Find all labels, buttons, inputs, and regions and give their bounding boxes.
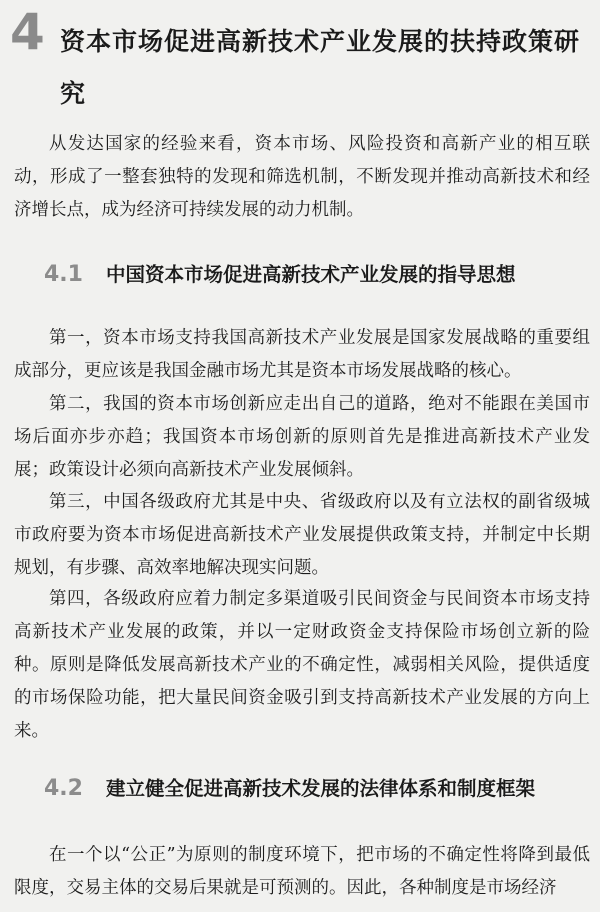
paragraph: 第三，中国各级政府尤其是中央、省级政府以及有立法权的副省级城市政府要为资本市场促进高新技术产业发展提供政策支持，并制定中长期规划，有步骤、高效率地解决现实问题。 xyxy=(14,492,590,578)
section-heading-4-2 xyxy=(44,772,594,806)
section-heading-4-1 xyxy=(44,258,594,292)
chapter-title: 资本市场促进高新技术产业发展的扶持政策研究 xyxy=(60,27,581,108)
paragraph: 第二，我国的资本市场创新应走出自己的道路，绝对不能跟在美国市场后面亦步亦趋；我国资本市场创新的原则首先是推进高新技术产业发展；政策设计必须向高新技术产业发展倾斜。 xyxy=(14,394,590,480)
intro-paragraph: 从发达国家的经验来看，资本市场、风险投资和高新产业的相互联动，形成了一整套独特的发现和筛选机制，不断发现并推动高新技术和经济增长点，成为经济可持续发展的动力机制。 xyxy=(14,134,590,220)
section-title: 建立健全促进高新技术发展的法律体系和制度框架 xyxy=(106,777,536,800)
paragraph: 在一个以“公正”为原则的制度环境下，把市场的不确定性将降到最低限度，交易主体的交易后果就是可预测的。因此，各种制度是市场经济 xyxy=(14,845,590,898)
paragraph: 第一，资本市场支持我国高新技术产业发展是国家发展战略的重要组成部分，更应该是我国金融市场尤其是资本市场发展战略的核心。 xyxy=(14,328,590,381)
section-number: 4.2 xyxy=(44,776,83,801)
section-number: 4.1 xyxy=(44,262,83,287)
section-title: 中国资本市场促进高新技术产业发展的指导思想 xyxy=(106,263,516,286)
chapter-number: 4 xyxy=(10,3,43,61)
paragraph: 第四，各级政府应着力制定多渠道吸引民间资金与民间资本市场支持高新技术产业发展的政策，并以一定财政资金支持保险市场创立新的险种。原则是降低发展高新技术产业的不确定性，减弱相关风险，提供适度的市场保险功能，把大量民间资金吸引到支持高新技术产业发展的方向上来。 xyxy=(14,589,590,741)
